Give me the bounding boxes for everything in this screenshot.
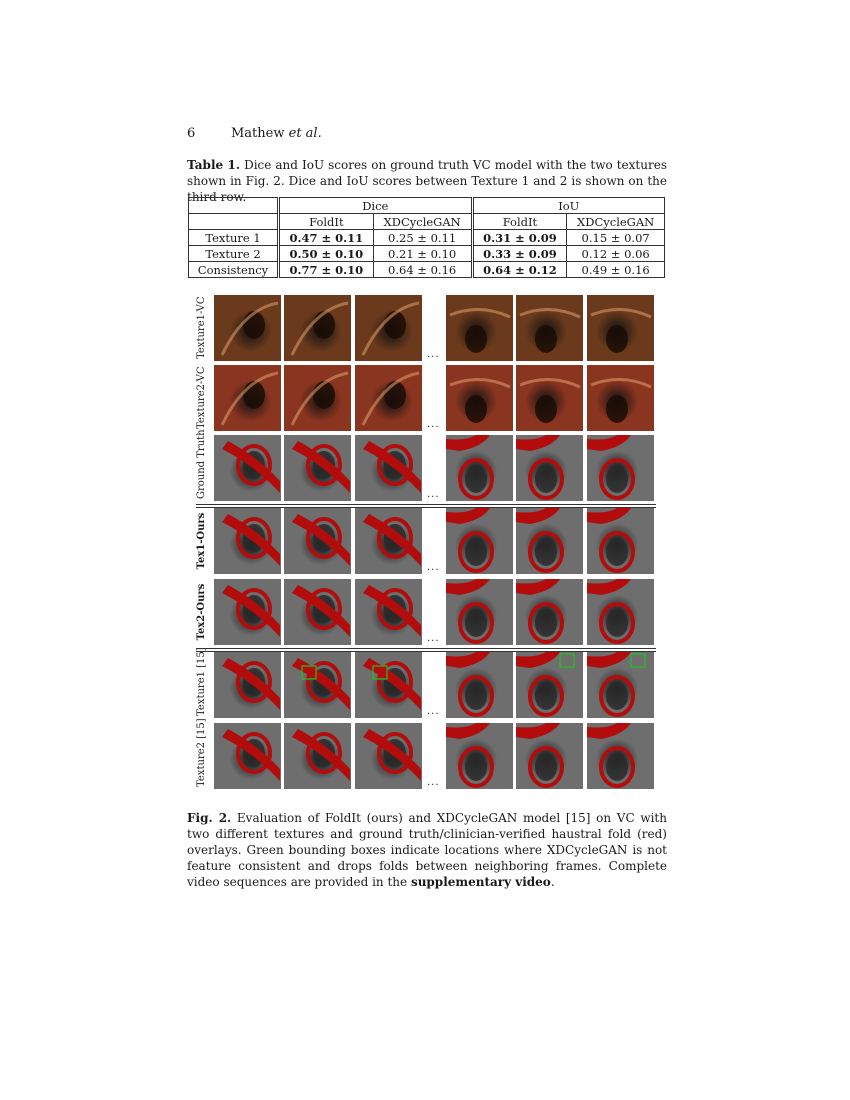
row-label: Texture2-VC — [196, 366, 207, 429]
table-cell: 0.25 ± 0.11 — [373, 230, 472, 246]
figure-caption-label: Fig. 2. — [187, 811, 232, 825]
figure-tile — [355, 579, 422, 645]
group-header-dice: Dice — [279, 198, 473, 214]
table-cell: 0.64 ± 0.12 — [483, 262, 557, 277]
row-label: Tex2-Ours — [196, 583, 207, 641]
table-row — [189, 230, 665, 246]
table-sub-header-row — [189, 214, 665, 230]
sub-header: FoldIt — [472, 214, 567, 230]
ellipsis: ... — [427, 349, 440, 360]
ellipsis: ... — [427, 633, 440, 644]
figure-caption-text: Evaluation of FoldIt (ours) and XDCycleGAN model [15] on VC with two different textures and ground truth/clinician-verified haustral fold (red) overlays. Green bounding boxes indicate locations where XDCycleGAN is not feature consistent and drops folds between neighboring frames. Complete video sequences are provided in the — [187, 811, 667, 889]
figure-tile — [446, 365, 513, 431]
figure-tile — [214, 295, 281, 361]
figure-tile — [446, 652, 513, 718]
figure-tile — [355, 652, 422, 718]
figure-tile — [214, 723, 281, 789]
row-label: Texture1 [15] — [196, 647, 207, 716]
row-label: Ground Truth — [196, 429, 207, 499]
ellipsis: ... — [427, 489, 440, 500]
figure-caption-end: . — [550, 875, 555, 889]
row-label: Texture 1 — [189, 230, 279, 246]
figure-tile — [284, 579, 351, 645]
figure-tile — [284, 508, 351, 574]
figure-tile — [516, 435, 583, 501]
row-label: Consistency — [189, 262, 279, 278]
table-cell: 0.33 ± 0.09 — [483, 246, 557, 261]
table-corner-cell — [189, 198, 279, 214]
figure-tile — [284, 723, 351, 789]
figure-tile — [355, 508, 422, 574]
figure-tile — [516, 579, 583, 645]
table-row — [189, 262, 665, 278]
table-corner-cell — [189, 214, 279, 230]
table-cell: 0.12 ± 0.06 — [567, 246, 665, 262]
figure-tile — [516, 508, 583, 574]
figure-tile — [446, 295, 513, 361]
figure-tile — [284, 435, 351, 501]
page-number: 6 — [187, 126, 196, 141]
figure-caption — [187, 810, 667, 890]
sub-header: XDCycleGAN — [373, 214, 472, 230]
table-row — [189, 246, 665, 262]
table-caption-label: Table 1. — [187, 158, 241, 172]
group-header-iou: IoU — [472, 198, 664, 214]
figure-tile — [214, 435, 281, 501]
figure-grid — [196, 293, 656, 793]
row-label: Texture1-VC — [196, 296, 207, 359]
figure-tile — [516, 652, 583, 718]
figure-tile — [587, 295, 654, 361]
figure-tile — [284, 295, 351, 361]
figure-tile — [214, 579, 281, 645]
figure-caption-bold: supplementary video — [410, 875, 551, 889]
ellipsis: ... — [427, 777, 440, 788]
figure-tile — [446, 723, 513, 789]
author-name: Mathew — [231, 126, 285, 141]
table-cell: 0.77 ± 0.10 — [289, 262, 364, 277]
figure-tile — [587, 579, 654, 645]
row-label: Texture 2 — [189, 246, 279, 262]
results-table — [188, 197, 665, 278]
figure-tile — [284, 652, 351, 718]
figure-tile — [355, 295, 422, 361]
figure-tile — [214, 652, 281, 718]
figure-tile — [355, 723, 422, 789]
figure-tile — [587, 723, 654, 789]
table-caption-text: Dice and IoU scores on ground truth VC model with the two textures shown in Fig. 2. Dice and IoU scores between Texture 1 and 2 is shown on the third row. — [187, 158, 667, 204]
author-etal: et al. — [288, 126, 322, 141]
ellipsis: ... — [427, 419, 440, 430]
table-cell: 0.21 ± 0.10 — [373, 246, 472, 262]
page-header — [187, 126, 322, 141]
sub-header: FoldIt — [279, 214, 374, 230]
figure-tile — [214, 365, 281, 431]
figure-tile — [587, 652, 654, 718]
figure-tile — [516, 295, 583, 361]
figure-tile — [516, 723, 583, 789]
table-group-header-row — [189, 198, 665, 214]
figure-tile — [355, 365, 422, 431]
row-label: Tex1-Ours — [196, 512, 207, 570]
figure-tile — [587, 365, 654, 431]
figure-tile — [214, 508, 281, 574]
figure-tile — [516, 365, 583, 431]
figure-tile — [446, 579, 513, 645]
figure-tile — [446, 435, 513, 501]
table-cell: 0.64 ± 0.16 — [373, 262, 472, 278]
figure-tile — [587, 435, 654, 501]
figure-tile — [355, 435, 422, 501]
figure-tile — [446, 508, 513, 574]
figure-tile — [284, 365, 351, 431]
sub-header: XDCycleGAN — [567, 214, 665, 230]
table-cell: 0.49 ± 0.16 — [567, 262, 665, 278]
figure-divider — [196, 504, 656, 508]
row-label: Texture2 [15] — [196, 718, 207, 787]
ellipsis: ... — [427, 706, 440, 717]
table-cell: 0.50 ± 0.10 — [289, 246, 364, 261]
figure-divider — [196, 648, 656, 652]
table-cell: 0.47 ± 0.11 — [289, 230, 364, 245]
ellipsis: ... — [427, 562, 440, 573]
table-cell: 0.15 ± 0.07 — [567, 230, 665, 246]
figure-tile — [587, 508, 654, 574]
table-cell: 0.31 ± 0.09 — [483, 230, 557, 245]
